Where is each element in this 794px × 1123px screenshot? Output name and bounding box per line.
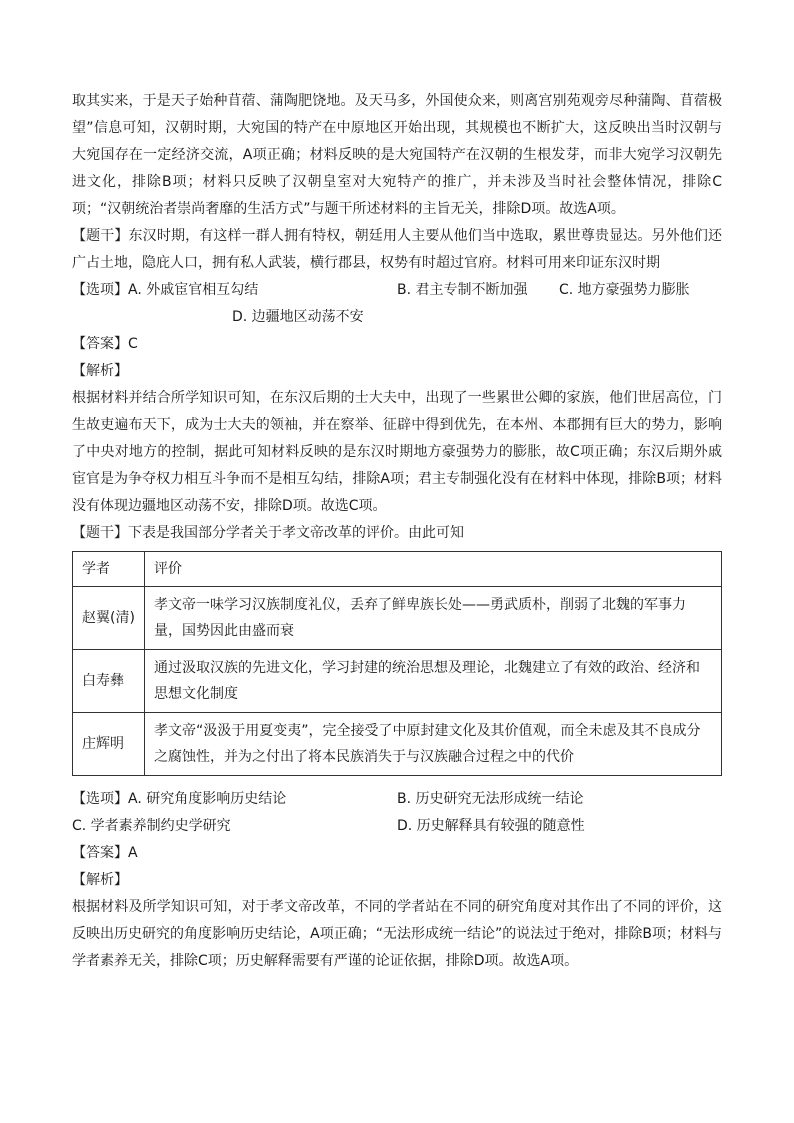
q1-stem-text: 东汉时期，有这样一群人拥有特权，朝廷用人主要从他们当中选取，累世尊贵显达。另外他们还广占土地，隐庇人口，拥有私人武装，横行郡县，权势有时超过官府。材料可用来印证东汉时期 <box>72 228 723 271</box>
q1-option-c: C. 地方豪强势力膨胀 <box>559 282 690 298</box>
q2-option-d: D. 历史解释具有较强的随意性 <box>397 818 585 834</box>
table-cell-scholar: 庄辉明 <box>73 713 145 776</box>
q2-option-b: B. 历史研究无法形成统一结论 <box>397 791 584 807</box>
q2-stem-text: 下表是我国部分学者关于孝文帝改革的评价。由此可知 <box>128 525 464 541</box>
q1-stem-tag: 【题干】 <box>72 228 129 244</box>
q2-option-a: A. 研究角度影响历史结论 <box>128 791 287 807</box>
table-cell-scholar: 白寿彝 <box>73 650 145 713</box>
q2-options-row-2 <box>72 813 722 840</box>
q2-analysis-tag: 【解析】 <box>72 872 128 888</box>
q1-option-d: D. 边疆地区动荡不安 <box>232 309 364 325</box>
table-header-row <box>73 552 722 587</box>
q2-options-tag: 【选项】 <box>72 791 128 807</box>
q2-analysis: 根据材料及所学知识可知，对于孝文帝改革，不同的学者站在不同的研究角度对其作出了不同的评价，这反映出历史研究的角度影响历史结论，A项正确；“无法形成统一结论”的说法过于绝对，排除B项；材料与学者素养无关，排除C项；历史解释需要有严谨的论证依据，排除D项。故选A项。 <box>72 899 722 969</box>
q2-options-row-1 <box>72 786 722 813</box>
q1-answer <box>72 331 722 358</box>
q2-answer-tag: 【答案】 <box>72 845 128 861</box>
q2-answer-value: A <box>128 845 138 861</box>
previous-analysis-paragraph: 取其实来，于是天子始种苜蓿、蒲陶肥饶地。及天马多，外国使众来，则离宫别苑观旁尽种蒲陶、苜蓿极望”信息可知，汉朝时期，大宛国的特产在中原地区开始出现，其规模也不断扩大，这反映出当时汉朝与大宛国存在一定经济交流，A项正确；材料反映的是大宛国特产在汉朝的生根发芽，而非大宛学习汉朝先进文化，排除B项；材料只反映了汉朝皇室对大宛特产的推广，并未涉及当时社会整体情况，排除C项；“汉朝统治者崇尚奢靡的生活方式”与题干所述材料的主旨无关，排除D项。故选A项。 <box>72 93 722 217</box>
q1-stem <box>72 223 722 277</box>
q2-option-c: C. 学者素养制约史学研究 <box>72 818 231 834</box>
q1-answer-value: C <box>128 336 138 352</box>
q1-option-a: A. 外戚宦官相互勾结 <box>128 282 259 298</box>
q2-stem <box>72 520 722 547</box>
table-cell-evaluation: 孝文帝“汲汲于用夏变夷”，完全接受了中原封建文化及其价值观，而全未虑及其不良成分之腐蚀性，并为之付出了将本民族消失于与汉族融合过程之中的代价 <box>145 713 722 776</box>
table-header-evaluation: 评价 <box>145 552 722 587</box>
q1-option-b: B. 君主专制不断加强 <box>397 282 528 298</box>
scholar-evaluation-table <box>72 551 722 776</box>
table-row <box>73 650 722 713</box>
q1-answer-tag: 【答案】 <box>72 336 128 352</box>
q1-options-row-2 <box>72 304 722 331</box>
table-cell-evaluation: 通过汲取汉族的先进文化，学习封建的统治思想及理论，北魏建立了有效的政治、经济和思想文化制度 <box>145 650 722 713</box>
q2-stem-tag: 【题干】 <box>72 525 128 541</box>
q1-analysis-tag: 【解析】 <box>72 363 128 379</box>
table-row <box>73 587 722 650</box>
q1-options-row-1 <box>72 277 722 304</box>
table-header-scholar: 学者 <box>73 552 145 587</box>
table-row <box>73 713 722 776</box>
document-page <box>72 88 722 975</box>
table-cell-evaluation: 孝文帝一味学习汉族制度礼仪，丢弃了鲜卑族长处——勇武质朴，削弱了北魏的军事力量，国势因此由盛而衰 <box>145 587 722 650</box>
table-cell-scholar: 赵翼(清) <box>73 587 145 650</box>
q1-options-tag: 【选项】 <box>72 282 128 298</box>
q1-analysis: 根据材料并结合所学知识可知，在东汉后期的士大夫中，出现了一些累世公卿的家族，他们世居高位，门生故吏遍布天下，成为士大夫的领袖，并在察举、征辟中得到优先，在本州、本郡拥有巨大的势力，影响了中央对地方的控制，据此可知材料反映的是东汉时期地方豪强势力的膨胀，故C项正确；东汉后期外戚宦官是为争夺权力相互斗争而不是相互勾结，排除A项；君主专制强化没有在材料中体现，排除B项；材料没有体现边疆地区动荡不安，排除D项。故选C项。 <box>72 390 722 514</box>
q2-answer <box>72 840 722 867</box>
